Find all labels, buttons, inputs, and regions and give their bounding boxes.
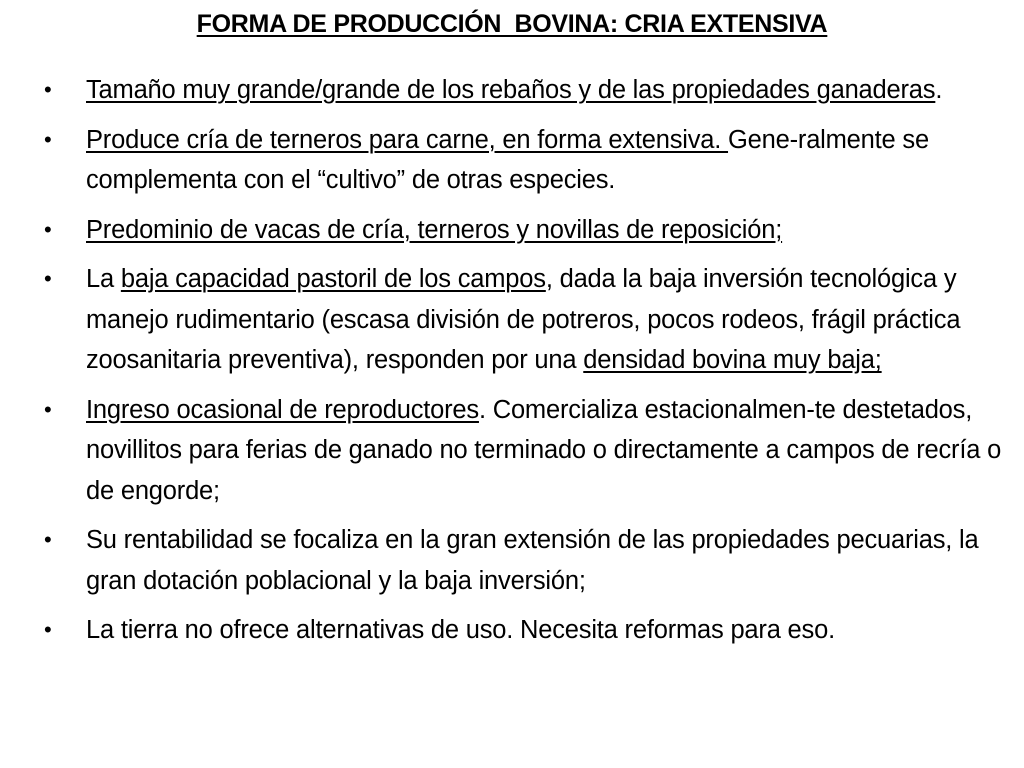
bullet-text: , dada la baja inversión tecnológica y manejo rudimentario (escasa división de potreros, pocos rodeos, frágil práctica zoosanitaria preventiva), responden por una [86,265,961,374]
bullet-icon: • [44,126,52,152]
bullet-icon: • [44,527,52,552]
bullet-item-4 [0,259,1024,381]
bullet-item-2 [0,120,1024,201]
bullet-item-1 [0,70,1024,111]
bullet-text: . [935,76,943,104]
bullet-icon: • [44,617,52,642]
bullet-text: Su rentabilidad se focaliza en la gran extensión de las propiedades pecuarias, la gran dotación poblacional y la baja inversión; [86,526,979,595]
bullet-text: Ingreso ocasional de reproductores [86,395,479,424]
bullet-text: densidad bovina muy baja; [583,346,882,374]
bullet-text: La tierra no ofrece alternativas de uso. Necesita reformas para eso. [86,616,835,644]
bullet-text: Predominio de vacas de cría, terneros y novillas de reposición; [86,215,783,244]
bullet-item-5 [0,390,1024,512]
bullet-text: Produce cría de terneros para carne, en forma extensiva. [86,125,729,154]
bullet-text: Gene-ralmente se complementa con el “cultivo” de otras especies. [86,125,929,194]
bullet-icon: • [44,77,52,102]
bullet-icon: • [44,216,52,242]
bullet-text: Tamaño muy grande/grande de los rebaños y de las propiedades ganaderas [86,76,936,104]
bullet-text: baja capacidad pastoril de los campos [120,265,546,293]
bullet-item-7 [0,610,1024,651]
bullet-text: . Comercializa estacionalmen-te destetados, novillitos para ferias de ganado no terminado o directamente a campos de recría o de engorde; [86,395,1002,505]
bullet-item-3 [0,210,1024,251]
bullet-icon: • [44,396,52,422]
slide-title: FORMA DE PRODUCCIÓN BOVINA: CRIA EXTENSIVA [196,10,828,38]
bullet-item-6 [0,520,1024,601]
bullet-icon: • [44,266,52,291]
bullet-list [0,70,1024,660]
bullet-text: La [86,265,121,293]
